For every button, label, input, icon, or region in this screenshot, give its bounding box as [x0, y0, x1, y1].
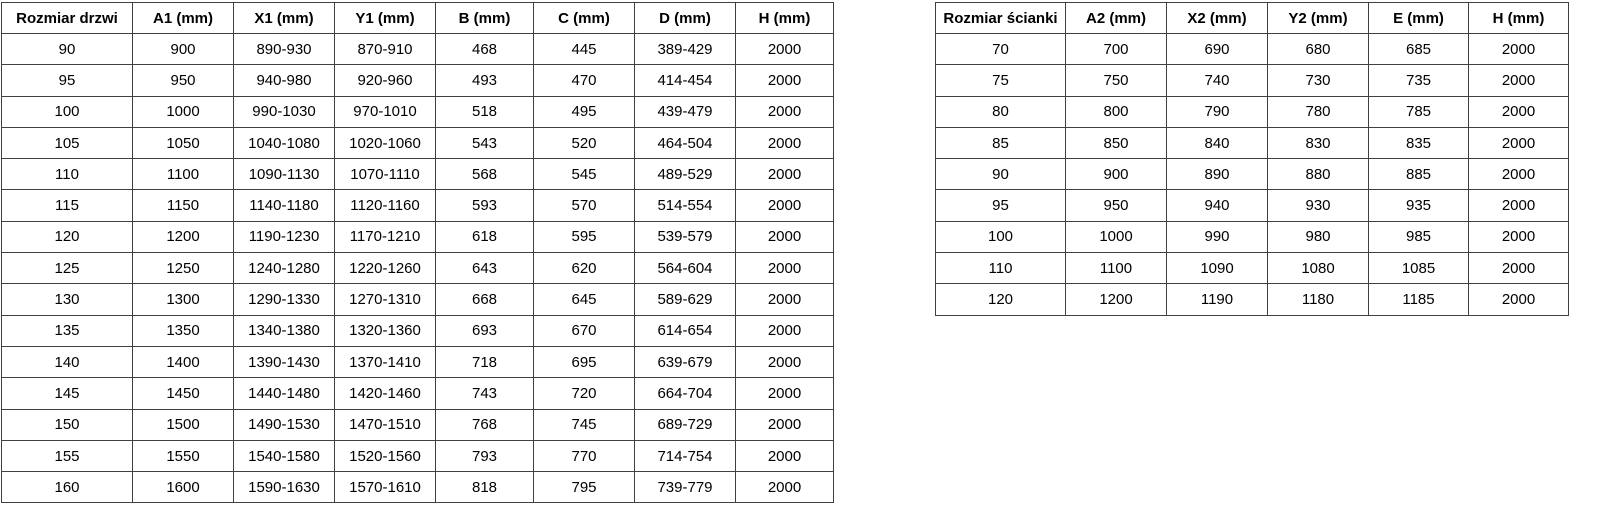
table-cell: 1190 — [1167, 284, 1268, 315]
table-cell: 930 — [1268, 190, 1369, 221]
table-cell: 1540-1580 — [234, 440, 335, 471]
table-cell: 645 — [534, 284, 635, 315]
table-cell: 620 — [534, 253, 635, 284]
table-cell: 940-980 — [234, 65, 335, 96]
table-cell: 1085 — [1369, 253, 1469, 284]
table-cell: 795 — [534, 472, 635, 503]
table-cell: 2000 — [1469, 127, 1569, 158]
table-cell: 1180 — [1268, 284, 1369, 315]
table-cell: 589-629 — [635, 284, 736, 315]
table-cell: 95 — [936, 190, 1066, 221]
table-cell: 90 — [2, 34, 133, 65]
table-cell: 885 — [1369, 159, 1469, 190]
table-cell: 880 — [1268, 159, 1369, 190]
column-header: H (mm) — [736, 3, 834, 34]
table-cell: 780 — [1268, 96, 1369, 127]
table-row — [2, 96, 834, 127]
table-cell: 1400 — [133, 346, 234, 377]
table-cell: 439-479 — [635, 96, 736, 127]
column-header: Rozmiar drzwi — [2, 3, 133, 34]
table-cell: 970-1010 — [335, 96, 436, 127]
table-cell: 950 — [1066, 190, 1167, 221]
table-row — [936, 96, 1569, 127]
table-row — [2, 346, 834, 377]
table-cell: 489-529 — [635, 159, 736, 190]
table-cell: 2000 — [736, 378, 834, 409]
table-cell: 1090 — [1167, 253, 1268, 284]
table-cell: 135 — [2, 315, 133, 346]
table-cell: 1500 — [133, 409, 234, 440]
table-cell: 790 — [1167, 96, 1268, 127]
table-cell: 990 — [1167, 221, 1268, 252]
table-cell: 105 — [2, 127, 133, 158]
table-cell: 1340-1380 — [234, 315, 335, 346]
table-cell: 1240-1280 — [234, 253, 335, 284]
table-cell: 518 — [436, 96, 534, 127]
table-cell: 160 — [2, 472, 133, 503]
table-cell: 1300 — [133, 284, 234, 315]
table-row — [2, 472, 834, 503]
table-cell: 2000 — [736, 440, 834, 471]
table-cell: 668 — [436, 284, 534, 315]
table-cell: 514-554 — [635, 190, 736, 221]
table-cell: 1185 — [1369, 284, 1469, 315]
table-cell: 1440-1480 — [234, 378, 335, 409]
table-cell: 2000 — [1469, 159, 1569, 190]
table-cell: 1140-1180 — [234, 190, 335, 221]
table-cell: 120 — [2, 221, 133, 252]
door-size-table — [1, 2, 834, 503]
table-cell: 693 — [436, 315, 534, 346]
table-cell: 770 — [534, 440, 635, 471]
table-cell: 2000 — [736, 159, 834, 190]
column-header: H (mm) — [1469, 3, 1569, 34]
table-cell: 2000 — [736, 472, 834, 503]
table-cell: 2000 — [736, 253, 834, 284]
table-cell: 1050 — [133, 127, 234, 158]
table-cell: 95 — [2, 65, 133, 96]
table-row — [2, 65, 834, 96]
table-cell: 643 — [436, 253, 534, 284]
table-cell: 1150 — [133, 190, 234, 221]
table-cell: 1570-1610 — [335, 472, 436, 503]
table-cell: 2000 — [736, 96, 834, 127]
table-cell: 2000 — [736, 284, 834, 315]
table-cell: 1170-1210 — [335, 221, 436, 252]
table-cell: 940 — [1167, 190, 1268, 221]
table-row — [936, 34, 1569, 65]
table-cell: 785 — [1369, 96, 1469, 127]
table-row — [936, 190, 1569, 221]
table-cell: 150 — [2, 409, 133, 440]
table-cell: 543 — [436, 127, 534, 158]
table-cell: 718 — [436, 346, 534, 377]
table-cell: 80 — [936, 96, 1066, 127]
table-cell: 840 — [1167, 127, 1268, 158]
table-cell: 990-1030 — [234, 96, 335, 127]
table-cell: 140 — [2, 346, 133, 377]
table-cell: 2000 — [736, 221, 834, 252]
table-cell: 468 — [436, 34, 534, 65]
table-cell: 125 — [2, 253, 133, 284]
table-cell: 614-654 — [635, 315, 736, 346]
table-cell: 100 — [2, 96, 133, 127]
table-row — [2, 159, 834, 190]
table-cell: 700 — [1066, 34, 1167, 65]
table-cell: 2000 — [736, 34, 834, 65]
header-row — [2, 3, 834, 34]
table-cell: 985 — [1369, 221, 1469, 252]
table-cell: 900 — [1066, 159, 1167, 190]
table-cell: 1470-1510 — [335, 409, 436, 440]
table-cell: 1600 — [133, 472, 234, 503]
table-row — [936, 159, 1569, 190]
table-cell: 539-579 — [635, 221, 736, 252]
table-cell: 85 — [936, 127, 1066, 158]
table-row — [2, 409, 834, 440]
column-header: B (mm) — [436, 3, 534, 34]
table-cell: 690 — [1167, 34, 1268, 65]
table-cell: 730 — [1268, 65, 1369, 96]
table-cell: 110 — [936, 253, 1066, 284]
table-cell: 564-604 — [635, 253, 736, 284]
table-cell: 1270-1310 — [335, 284, 436, 315]
table-cell: 130 — [2, 284, 133, 315]
table-cell: 1590-1630 — [234, 472, 335, 503]
column-header: E (mm) — [1369, 3, 1469, 34]
table-cell: 793 — [436, 440, 534, 471]
table-cell: 1190-1230 — [234, 221, 335, 252]
table-cell: 520 — [534, 127, 635, 158]
table-cell: 1000 — [1066, 221, 1167, 252]
table-cell: 2000 — [736, 315, 834, 346]
table-row — [936, 65, 1569, 96]
table-cell: 900 — [133, 34, 234, 65]
table-row — [2, 284, 834, 315]
column-header: Rozmiar ścianki — [936, 3, 1066, 34]
column-header: Y2 (mm) — [1268, 3, 1369, 34]
table-cell: 664-704 — [635, 378, 736, 409]
table-cell: 890 — [1167, 159, 1268, 190]
table-cell: 2000 — [736, 190, 834, 221]
table-cell: 110 — [2, 159, 133, 190]
table-cell: 980 — [1268, 221, 1369, 252]
table-cell: 1200 — [133, 221, 234, 252]
table-cell: 1320-1360 — [335, 315, 436, 346]
table-cell: 818 — [436, 472, 534, 503]
table-cell: 1220-1260 — [335, 253, 436, 284]
table-row — [936, 253, 1569, 284]
table-cell: 2000 — [736, 409, 834, 440]
column-header: X1 (mm) — [234, 3, 335, 34]
table-cell: 570 — [534, 190, 635, 221]
table-cell: 389-429 — [635, 34, 736, 65]
table-cell: 685 — [1369, 34, 1469, 65]
table-cell: 1250 — [133, 253, 234, 284]
table-cell: 1090-1130 — [234, 159, 335, 190]
column-header: Y1 (mm) — [335, 3, 436, 34]
table-cell: 464-504 — [635, 127, 736, 158]
table-cell: 935 — [1369, 190, 1469, 221]
column-header: A1 (mm) — [133, 3, 234, 34]
table-row — [2, 34, 834, 65]
table-cell: 920-960 — [335, 65, 436, 96]
table-cell: 145 — [2, 378, 133, 409]
table-cell: 90 — [936, 159, 1066, 190]
table-cell: 2000 — [1469, 34, 1569, 65]
wall-size-table — [935, 2, 1569, 316]
table-cell: 618 — [436, 221, 534, 252]
table-cell: 740 — [1167, 65, 1268, 96]
table-cell: 1070-1110 — [335, 159, 436, 190]
table-cell: 595 — [534, 221, 635, 252]
table-cell: 2000 — [736, 127, 834, 158]
table-cell: 830 — [1268, 127, 1369, 158]
table-row — [936, 127, 1569, 158]
column-header: C (mm) — [534, 3, 635, 34]
table-cell: 800 — [1066, 96, 1167, 127]
table-cell: 155 — [2, 440, 133, 471]
table-cell: 750 — [1066, 65, 1167, 96]
table-cell: 120 — [936, 284, 1066, 315]
table-cell: 743 — [436, 378, 534, 409]
table-cell: 1370-1410 — [335, 346, 436, 377]
table-cell: 695 — [534, 346, 635, 377]
table-row — [936, 221, 1569, 252]
table-cell: 714-754 — [635, 440, 736, 471]
table-cell: 1350 — [133, 315, 234, 346]
table-cell: 739-779 — [635, 472, 736, 503]
table-cell: 2000 — [736, 65, 834, 96]
table-cell: 593 — [436, 190, 534, 221]
table-cell: 100 — [936, 221, 1066, 252]
table-cell: 670 — [534, 315, 635, 346]
table-cell: 70 — [936, 34, 1066, 65]
table-cell: 493 — [436, 65, 534, 96]
table-cell: 720 — [534, 378, 635, 409]
table-cell: 689-729 — [635, 409, 736, 440]
table-cell: 2000 — [1469, 221, 1569, 252]
table-row — [2, 221, 834, 252]
table-cell: 1390-1430 — [234, 346, 335, 377]
table-cell: 2000 — [1469, 96, 1569, 127]
table-cell: 745 — [534, 409, 635, 440]
table-cell: 1490-1530 — [234, 409, 335, 440]
table-cell: 115 — [2, 190, 133, 221]
table-cell: 2000 — [736, 346, 834, 377]
column-header: D (mm) — [635, 3, 736, 34]
column-header: X2 (mm) — [1167, 3, 1268, 34]
table-cell: 1100 — [1066, 253, 1167, 284]
header-row — [936, 3, 1569, 34]
table-cell: 1420-1460 — [335, 378, 436, 409]
table-row — [2, 127, 834, 158]
table-cell: 735 — [1369, 65, 1469, 96]
column-header: A2 (mm) — [1066, 3, 1167, 34]
table-cell: 850 — [1066, 127, 1167, 158]
table-cell: 1040-1080 — [234, 127, 335, 158]
table-cell: 495 — [534, 96, 635, 127]
table-cell: 835 — [1369, 127, 1469, 158]
table-cell: 1100 — [133, 159, 234, 190]
table-cell: 639-679 — [635, 346, 736, 377]
table-cell: 950 — [133, 65, 234, 96]
table-cell: 1520-1560 — [335, 440, 436, 471]
table-cell: 470 — [534, 65, 635, 96]
table-row — [936, 284, 1569, 315]
table-cell: 1550 — [133, 440, 234, 471]
table-cell: 2000 — [1469, 253, 1569, 284]
table-cell: 1120-1160 — [335, 190, 436, 221]
table-cell: 2000 — [1469, 284, 1569, 315]
table-cell: 680 — [1268, 34, 1369, 65]
table-cell: 870-910 — [335, 34, 436, 65]
table-cell: 1020-1060 — [335, 127, 436, 158]
table-row — [2, 253, 834, 284]
table-cell: 414-454 — [635, 65, 736, 96]
table-cell: 75 — [936, 65, 1066, 96]
table-row — [2, 315, 834, 346]
table-cell: 1450 — [133, 378, 234, 409]
table-cell: 768 — [436, 409, 534, 440]
table-cell: 445 — [534, 34, 635, 65]
table-cell: 1290-1330 — [234, 284, 335, 315]
table-cell: 1000 — [133, 96, 234, 127]
table-cell: 568 — [436, 159, 534, 190]
table-row — [2, 190, 834, 221]
table-cell: 1200 — [1066, 284, 1167, 315]
table-cell: 2000 — [1469, 190, 1569, 221]
table-row — [2, 440, 834, 471]
table-row — [2, 378, 834, 409]
table-cell: 545 — [534, 159, 635, 190]
table-cell: 890-930 — [234, 34, 335, 65]
table-cell: 1080 — [1268, 253, 1369, 284]
table-cell: 2000 — [1469, 65, 1569, 96]
